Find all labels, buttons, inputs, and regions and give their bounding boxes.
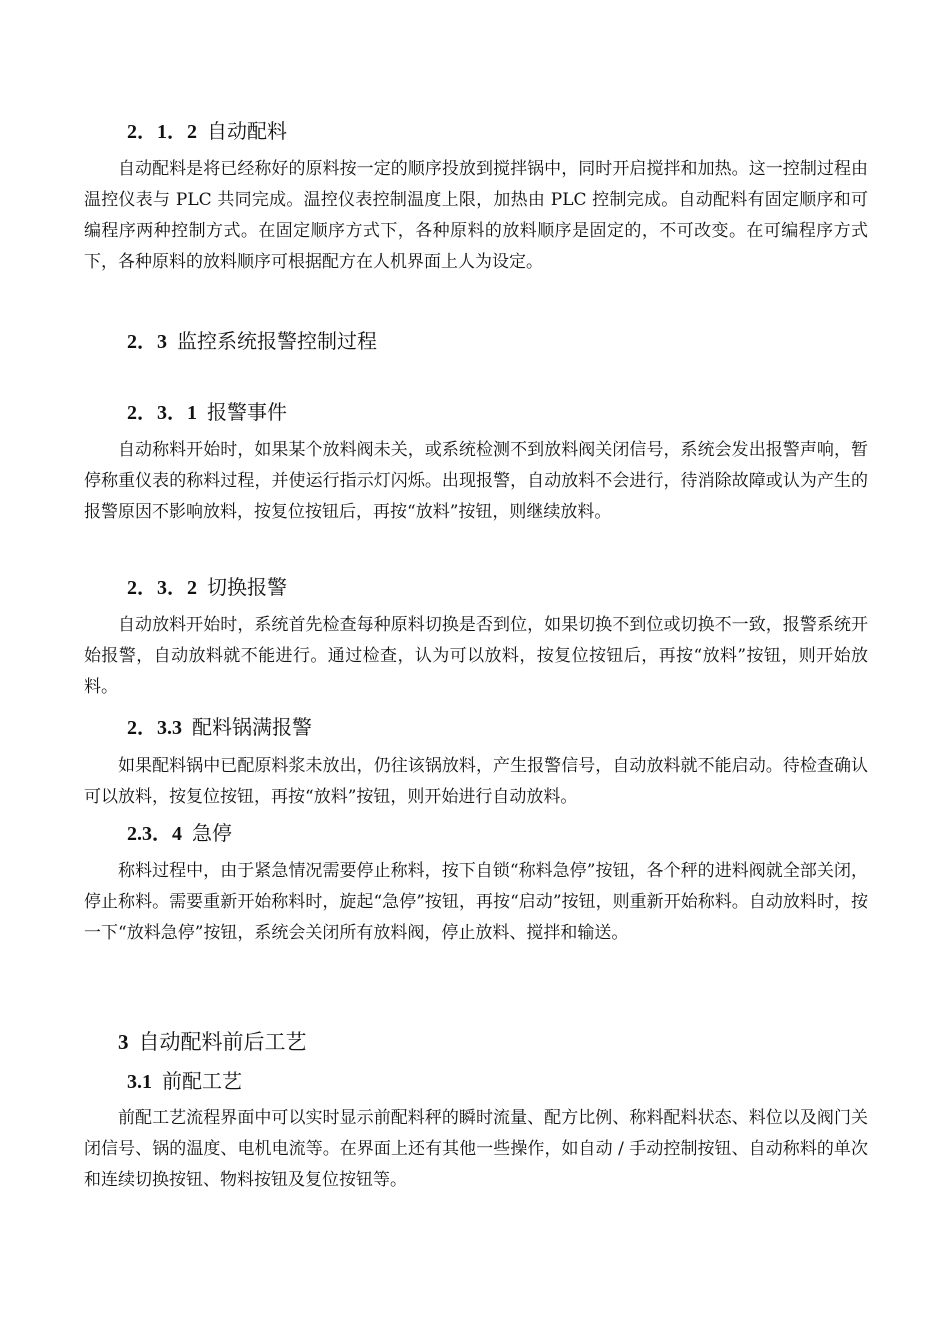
section-heading — [127, 399, 287, 426]
section-title: 前配工艺 — [162, 1069, 242, 1093]
section-title: 自动配料 — [207, 119, 287, 143]
section-number: 3 — [118, 1030, 129, 1054]
paragraph: 前配工艺流程界面中可以实时显示前配料秤的瞬时流量、配方比例、称料配料状态、料位以及阀门关闭信号、锅的温度、电机电流等。在界面上还有其他一些操作，如自动 / 手动控制按钮、自动称料的单次和连续切换按钮、物料按钮及复位按钮等。 — [84, 1108, 868, 1190]
paragraph: 自动配料是将已经称好的原料按一定的顺序投放到搅拌锅中，同时开启搅拌和加热。这一控制过程由温控仪表与 PLC 共同完成。温控仪表控制温度上限，加热由 PLC 控制完成。自动配料有固定顺序和可编程序两种控制方式。在固定顺序方式下，各种原料的放料顺序是固定的，不可改变。在可编程序方式下，各种原料的放料顺序可根据配方在人机界面上人为设定。 — [84, 159, 868, 272]
section-heading — [127, 714, 312, 741]
section-number: 3.1 — [127, 1071, 152, 1093]
section-heading — [127, 118, 287, 145]
section-heading — [127, 1068, 242, 1095]
chapter-heading — [118, 1029, 307, 1055]
section-heading — [127, 574, 287, 601]
section-number: 2．1．2 — [127, 121, 197, 143]
paragraph: 自动放料开始时，系统首先检查每种原料切换是否到位，如果切换不到位或切换不一致，报警系统开始报警，自动放料就不能进行。通过检查，认为可以放料，按复位按钮后，再按“放料”按钮，则开始放料。 — [84, 615, 868, 697]
section-title: 切换报警 — [207, 575, 287, 599]
section-title: 急停 — [192, 821, 232, 845]
section-title: 监控系统报警控制过程 — [177, 329, 377, 353]
section-title: 自动配料前后工艺 — [138, 1030, 307, 1054]
section-title: 报警事件 — [207, 400, 287, 424]
section-number: 2．3．2 — [127, 577, 197, 599]
paragraph: 如果配料锅中已配原料浆未放出，仍往该锅放料，产生报警信号，自动放料就不能启动。待检查确认可以放料，按复位按钮，再按“放料”按钮，则开始进行自动放料。 — [84, 756, 868, 807]
section-heading — [127, 820, 232, 847]
paragraph: 自动称料开始时，如果某个放料阀未关，或系统检测不到放料阀关闭信号，系统会发出报警声响，暂停称重仪表的称料过程，并使运行指示灯闪烁。出现报警，自动放料不会进行，待消除故障或认为产生的报警原因不影响放料，按复位按钮后，再按“放料”按钮，则继续放料。 — [84, 440, 868, 522]
paragraph: 称料过程中，由于紧急情况需要停止称料，按下自锁“称料急停”按钮，各个秤的进料阀就全部关闭，停止称料。需要重新开始称料时，旋起“急停”按钮，再按“启动”按钮，则重新开始称料。自动放料时，按一下“放料急停”按钮，系统会关闭所有放料阀，停止放料、搅拌和输送。 — [84, 861, 868, 943]
section-heading — [127, 328, 377, 355]
section-number: 2．3.3 — [127, 717, 182, 739]
section-title: 配料锅满报警 — [192, 715, 312, 739]
section-number: 2．3 — [127, 331, 167, 353]
section-number: 2．3．1 — [127, 402, 197, 424]
section-number: 2.3．4 — [127, 823, 182, 845]
